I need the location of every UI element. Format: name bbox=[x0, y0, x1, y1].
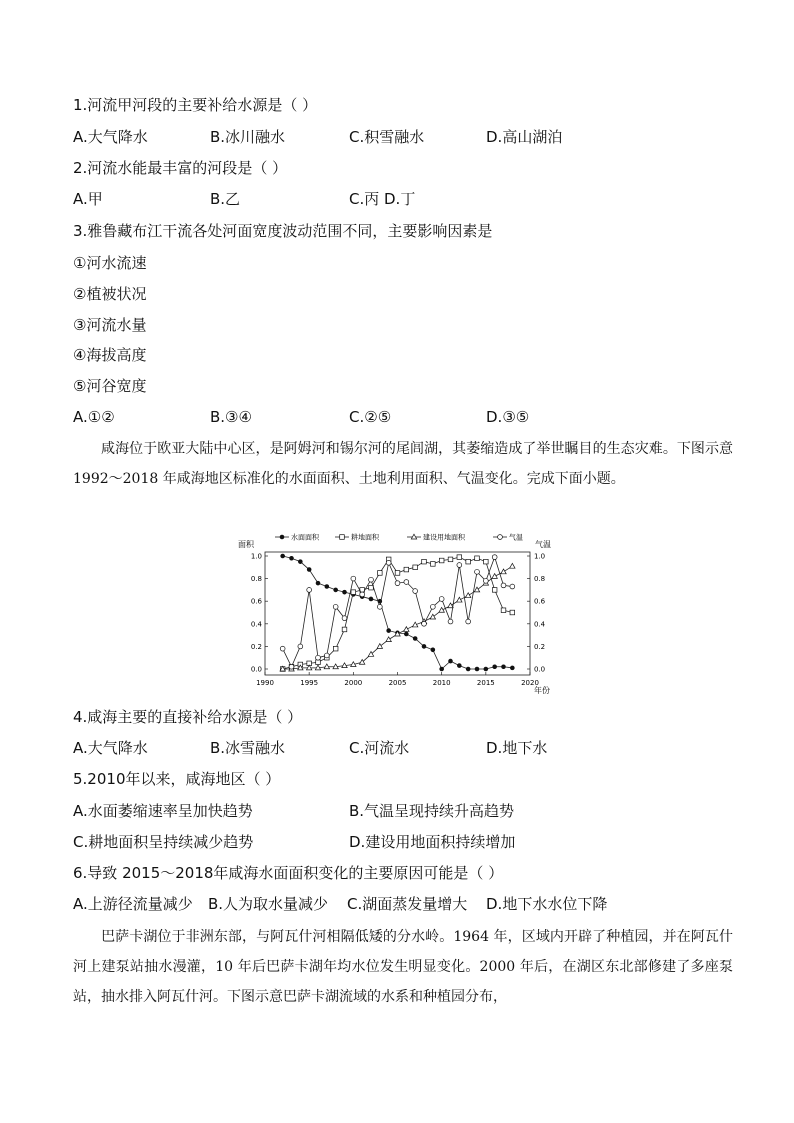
data-point bbox=[457, 664, 461, 668]
data-point bbox=[431, 562, 436, 567]
data-point bbox=[449, 659, 453, 663]
data-point bbox=[492, 588, 497, 593]
data-point bbox=[413, 565, 418, 570]
x-tick-label: 1990 bbox=[256, 679, 274, 687]
question-4-stem: 4.咸海主要的直接补给水源是（ ） bbox=[73, 708, 303, 726]
data-point bbox=[484, 667, 488, 671]
data-point bbox=[431, 648, 435, 652]
data-point bbox=[457, 597, 462, 602]
q3-item-4: ④海拔高度 bbox=[73, 346, 147, 364]
q6-option-c[interactable]: C.湖面蒸发量增大 bbox=[347, 895, 468, 913]
y-tick-label: 0.6 bbox=[250, 597, 262, 606]
q5-option-d[interactable]: D.建设用地面积持续增加 bbox=[349, 833, 516, 851]
chart-y2label: 气温 bbox=[535, 540, 551, 549]
data-point bbox=[440, 667, 444, 671]
question-3-stem: 3.雅鲁藏布江干流各处河面宽度波动范围不同，主要影响因素是 bbox=[73, 222, 493, 240]
question-6-stem: 6.导致 2015～2018年咸海水面面积变化的主要原因可能是（ ） bbox=[73, 864, 504, 882]
data-point bbox=[510, 563, 515, 568]
y2-tick-label: 0.0 bbox=[534, 665, 546, 674]
legend-label: 气温 bbox=[509, 533, 523, 542]
data-point bbox=[307, 568, 311, 572]
y-tick-label: 0.8 bbox=[250, 575, 262, 584]
data-point bbox=[324, 653, 329, 658]
data-point bbox=[510, 584, 515, 589]
data-point bbox=[492, 574, 497, 579]
data-point bbox=[465, 593, 470, 598]
data-point bbox=[448, 619, 453, 624]
data-point bbox=[466, 619, 471, 624]
y2-tick-label: 0.2 bbox=[534, 642, 546, 651]
data-point bbox=[413, 589, 418, 594]
data-point bbox=[475, 556, 480, 561]
x-tick-label: 2010 bbox=[432, 679, 451, 687]
data-point bbox=[360, 592, 365, 597]
chart-series bbox=[280, 554, 515, 671]
data-point bbox=[386, 637, 391, 642]
passage-basaka-text: 巴萨卡湖位于非洲东部，与阿瓦什河相隔低矮的分水岭。1964 年，区域内开辟了种植园，并在阿瓦什河上建泵站抽水漫灌，10 年后巴萨卡湖年均水位发生明显变化。2000 年后，在湖区东北部修建了多座泵站，抽水排入阿瓦什河。下图示意巴萨卡湖流域的水系和种植园分布， bbox=[73, 929, 733, 1005]
q4-option-a[interactable]: A.大气降水 bbox=[73, 739, 148, 757]
data-point bbox=[448, 557, 453, 562]
data-point bbox=[474, 587, 479, 592]
data-point bbox=[377, 644, 382, 649]
legend-marker bbox=[498, 535, 503, 540]
q4-option-b[interactable]: B.冰雪融水 bbox=[210, 739, 286, 757]
data-point bbox=[466, 559, 471, 564]
data-point bbox=[484, 559, 489, 564]
x-tick-label: 1995 bbox=[300, 679, 319, 687]
data-point bbox=[501, 583, 506, 588]
q2-option-cd[interactable]: C.丙 D.丁 bbox=[349, 190, 416, 208]
q4-option-c[interactable]: C.河流水 bbox=[349, 739, 410, 757]
data-point bbox=[333, 646, 338, 651]
q4-option-d[interactable]: D.地下水 bbox=[486, 739, 548, 757]
data-point bbox=[298, 644, 303, 649]
y-tick-label: 0.4 bbox=[250, 620, 262, 629]
data-point bbox=[430, 604, 435, 609]
chart-xunit: 年份 bbox=[534, 686, 550, 695]
q5-option-a[interactable]: A.水面萎缩速率呈加快趋势 bbox=[73, 802, 253, 820]
data-point bbox=[351, 590, 356, 595]
data-point bbox=[377, 604, 382, 609]
data-point bbox=[342, 616, 347, 621]
data-point bbox=[422, 621, 427, 626]
q3-option-d[interactable]: D.③⑤ bbox=[486, 408, 530, 426]
q3-item-5: ⑤河谷宽度 bbox=[73, 377, 147, 395]
x-tick-label: 2000 bbox=[344, 679, 363, 687]
data-point bbox=[404, 580, 409, 585]
data-point bbox=[351, 576, 356, 581]
passage-basaka bbox=[73, 922, 733, 1012]
data-point bbox=[413, 636, 417, 640]
legend-marker bbox=[340, 535, 345, 540]
q3-option-b[interactable]: B.③④ bbox=[210, 408, 252, 426]
data-point bbox=[342, 627, 347, 632]
data-point bbox=[493, 665, 497, 669]
x-tick-label: 2005 bbox=[388, 679, 407, 687]
data-point bbox=[378, 571, 383, 576]
y2-tick-label: 1.0 bbox=[534, 552, 546, 561]
legend-label: 建设用地面积 bbox=[423, 533, 465, 542]
data-point bbox=[483, 578, 488, 583]
data-point bbox=[430, 614, 435, 619]
question-5-stem: 5.2010年以来，咸海地区（ ） bbox=[73, 770, 281, 788]
data-point bbox=[333, 604, 338, 609]
data-point bbox=[307, 588, 312, 593]
question-2-stem: 2.河流水能最丰富的河段是（ ） bbox=[73, 159, 288, 177]
data-point bbox=[343, 590, 347, 594]
data-point bbox=[439, 558, 444, 563]
q3-option-c[interactable]: C.②⑤ bbox=[349, 408, 392, 426]
data-point bbox=[404, 632, 408, 636]
data-point bbox=[457, 563, 462, 568]
data-point bbox=[492, 555, 497, 560]
y-tick-label: 0.2 bbox=[250, 642, 262, 651]
q6-option-b[interactable]: B.人为取水量减少 bbox=[208, 895, 329, 913]
x-tick-label: 2015 bbox=[476, 679, 495, 687]
q6-option-a[interactable]: A.上游径流量减少 bbox=[73, 895, 193, 913]
data-point bbox=[281, 554, 285, 558]
legend-label: 水面面积 bbox=[291, 533, 319, 542]
q5-option-c[interactable]: C.耕地面积呈持续减少趋势 bbox=[73, 833, 254, 851]
y2-tick-label: 0.4 bbox=[534, 620, 546, 629]
legend-marker bbox=[280, 535, 284, 539]
data-point bbox=[316, 655, 321, 660]
data-point bbox=[510, 610, 515, 615]
data-point bbox=[334, 588, 338, 592]
q6-option-d[interactable]: D.地下水水位下降 bbox=[486, 895, 608, 913]
legend-marker bbox=[411, 534, 416, 539]
q1-option-b[interactable]: B.冰川融水 bbox=[210, 128, 286, 146]
data-point bbox=[422, 559, 427, 564]
question-1-stem: 1.河流甲河段的主要补给水源是（ ） bbox=[73, 96, 318, 114]
data-point bbox=[289, 664, 294, 669]
data-point bbox=[324, 664, 329, 669]
y2-tick-label: 0.8 bbox=[534, 575, 546, 584]
q1-option-d[interactable]: D.高山湖泊 bbox=[486, 128, 563, 146]
q5-option-b[interactable]: B.气温呈现持续升高趋势 bbox=[349, 802, 515, 820]
data-point bbox=[325, 585, 329, 589]
q3-item-1: ①河水流速 bbox=[73, 254, 147, 272]
data-point bbox=[316, 581, 320, 585]
data-point bbox=[439, 607, 444, 612]
aral-chart bbox=[235, 527, 560, 697]
q1-option-c[interactable]: C.积雪融水 bbox=[349, 128, 425, 146]
chart-ylabel: 面积 bbox=[238, 540, 254, 549]
y2-tick-label: 0.6 bbox=[534, 597, 546, 606]
data-point bbox=[404, 627, 409, 632]
data-point bbox=[280, 646, 285, 651]
q2-option-b[interactable]: B.乙 bbox=[210, 190, 241, 208]
data-point bbox=[439, 597, 444, 602]
data-point bbox=[404, 567, 409, 572]
data-point bbox=[501, 608, 506, 613]
data-point bbox=[502, 665, 506, 669]
data-point bbox=[298, 560, 302, 564]
data-point bbox=[395, 581, 400, 586]
passage-aral bbox=[73, 434, 733, 494]
data-point bbox=[457, 555, 462, 560]
data-point bbox=[475, 569, 480, 574]
data-point bbox=[316, 660, 321, 665]
data-point bbox=[369, 585, 374, 590]
data-point bbox=[422, 644, 426, 648]
y-tick-label: 0.0 bbox=[250, 665, 262, 674]
chart-legend bbox=[275, 533, 523, 542]
q3-item-2: ②植被状况 bbox=[73, 285, 147, 303]
legend-label: 耕地面积 bbox=[351, 533, 379, 542]
data-point bbox=[387, 629, 391, 633]
data-point bbox=[466, 667, 470, 671]
x-tick-label: 2020 bbox=[521, 679, 539, 687]
data-point bbox=[475, 667, 479, 671]
y-tick-label: 1.0 bbox=[250, 552, 262, 561]
q3-item-3: ③河流水量 bbox=[73, 316, 147, 334]
q1-option-a[interactable]: A.大气降水 bbox=[73, 128, 148, 146]
q2-option-a[interactable]: A.甲 bbox=[73, 190, 103, 208]
data-point bbox=[395, 571, 400, 576]
data-point bbox=[510, 666, 514, 670]
passage-aral-text: 咸海位于欧亚大陆中心区，是阿姆河和锡尔河的尾闾湖，其萎缩造成了举世瞩目的生态灾难。下图示意 1992～2018 年咸海地区标准化的水面面积、土地利用面积、气温变化。完成下面小题。 bbox=[73, 441, 733, 487]
data-point bbox=[386, 560, 391, 565]
q3-option-a[interactable]: A.①② bbox=[73, 408, 115, 426]
data-point bbox=[369, 577, 374, 582]
data-point bbox=[290, 556, 294, 560]
data-point bbox=[369, 597, 373, 601]
data-point bbox=[501, 569, 506, 574]
